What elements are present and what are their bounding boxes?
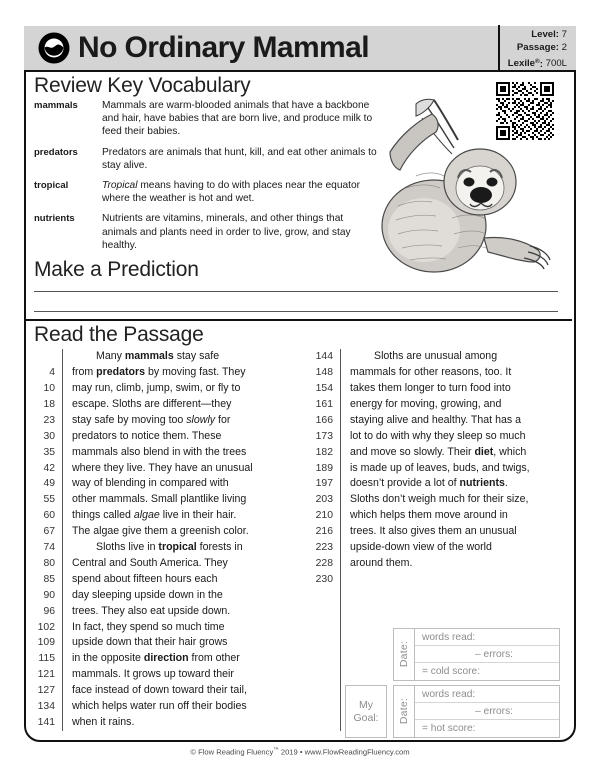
meta-passage-value: 2 xyxy=(561,42,567,54)
footer-site: 2019 • www.FlowReadingFluency.com xyxy=(278,747,410,757)
passage-line: is made up of leaves, buds, and twigs, xyxy=(350,461,530,474)
flow-circle-logo-icon xyxy=(37,31,71,65)
passage-line: escape. Sloths are different—they xyxy=(72,397,232,410)
line-number: 197 xyxy=(315,478,333,490)
passage-divider xyxy=(24,319,572,321)
line-number: 144 xyxy=(315,351,333,363)
line-number: 109 xyxy=(37,637,55,649)
passage-line: In fact, they spend so much time xyxy=(72,620,225,633)
passage-line: way of blending in compared with xyxy=(72,477,229,490)
vocabulary-heading: Review Key Vocabulary xyxy=(34,74,251,97)
hot-score-row[interactable]: = hot score: xyxy=(422,723,476,734)
line-number: 35 xyxy=(43,446,55,458)
line-number: 80 xyxy=(43,557,55,569)
vocabulary-definition xyxy=(102,179,380,205)
line-number: 210 xyxy=(315,510,333,522)
cold-score-block xyxy=(345,628,560,681)
passage-line: staying alive and healthy. That has a xyxy=(350,413,521,426)
passage-line: in the opposite direction from other xyxy=(72,652,240,665)
passage-line: Sloths are unusual among xyxy=(374,350,498,363)
hot-date-label: Date: xyxy=(398,698,410,725)
line-number: 127 xyxy=(37,685,55,697)
vocabulary-list xyxy=(34,99,384,252)
score-tables xyxy=(345,628,560,742)
registered-mark-icon: ® xyxy=(534,57,540,65)
line-number: 228 xyxy=(315,557,333,569)
meta-lexile-label: Lexile xyxy=(507,58,535,70)
passage-line: around them. xyxy=(350,556,413,569)
cold-score-rows xyxy=(414,628,560,681)
passage-line: from predators by moving fast. They xyxy=(72,366,246,379)
goal-spacer xyxy=(345,628,393,681)
passage-column-left xyxy=(32,349,302,731)
passage-line: Many mammals stay safe xyxy=(96,350,220,363)
passage-line: mammals also blend in with the trees xyxy=(72,445,247,458)
vocabulary-term: nutrients xyxy=(34,213,75,225)
prediction-heading: Make a Prediction xyxy=(34,258,199,282)
vocabulary-entry xyxy=(34,146,384,172)
vocabulary-definition-italic: Tropical xyxy=(102,180,138,192)
passage-line: trees. They also eat upside down. xyxy=(72,604,231,617)
vocabulary-definition: Mammals are warm-blooded animals that have a backbone and hair, have babies that are born live, and produce milk to feed their babies. xyxy=(102,100,373,138)
line-number-gutter-right xyxy=(310,349,340,731)
line-number: 102 xyxy=(37,621,55,633)
passage-line: and move so slowly. Their diet, which xyxy=(350,445,527,458)
meta-level xyxy=(508,28,567,41)
hot-errors-row[interactable]: – errors: xyxy=(415,703,559,720)
my-goal-label-line1: My xyxy=(359,699,373,711)
passage-line: which helps water run off their bodies xyxy=(72,700,247,713)
passage-line: things called algae live in their hair. xyxy=(72,509,237,522)
passage-line: upside down that their hair grows xyxy=(72,636,228,649)
vocabulary-definition-rest: means having to do with places near the equator where the weather is hot and wet. xyxy=(102,180,361,205)
cold-words-read-row[interactable]: words read: xyxy=(415,629,559,646)
passage-line: upside-down view of the world xyxy=(350,541,492,554)
page-title: No Ordinary Mammal xyxy=(78,31,369,64)
cold-date-cell[interactable] xyxy=(393,628,414,681)
line-number: 121 xyxy=(37,669,55,681)
meta-lexile xyxy=(508,54,567,70)
passage-meta xyxy=(498,25,576,71)
passage-line: takes them longer to turn food into xyxy=(350,381,511,394)
passage-line: may run, climb, jump, swim, or fly to xyxy=(72,381,241,394)
passage-lines-left xyxy=(62,349,302,731)
line-number: 67 xyxy=(43,526,55,538)
passage-line: trees. It also gives them an unusual xyxy=(350,525,517,538)
page-footer xyxy=(0,747,600,757)
my-goal-cell[interactable] xyxy=(345,685,387,738)
passage-line: mammals for other reasons, too. It xyxy=(350,366,512,379)
line-number: 4 xyxy=(49,367,55,379)
passage-line: other mammals. Small plantlike living xyxy=(72,493,247,506)
line-number: 166 xyxy=(315,414,333,426)
meta-lexile-value: 700L xyxy=(545,58,567,70)
passage-line: where they live. They have an unusual xyxy=(72,461,253,474)
passage-line: doesn’t provide a lot of nutrients. xyxy=(350,477,508,490)
passage-line: when it rains. xyxy=(72,716,135,729)
line-number: 60 xyxy=(43,510,55,522)
line-number: 23 xyxy=(43,414,55,426)
vocabulary-term: mammals xyxy=(34,100,78,112)
passage-line: energy for moving, growing, and xyxy=(350,397,502,410)
line-number: 203 xyxy=(315,494,333,506)
line-number: 182 xyxy=(315,446,333,458)
hot-score-block xyxy=(345,685,560,738)
cold-score-row[interactable]: = cold score: xyxy=(422,666,481,677)
line-number: 42 xyxy=(43,462,55,474)
line-number: 10 xyxy=(43,382,55,394)
vocabulary-term: tropical xyxy=(34,180,69,192)
meta-level-label: Level: xyxy=(531,29,559,41)
hot-date-cell[interactable] xyxy=(393,685,414,738)
passage-line: day sleeping upside down in the xyxy=(72,588,223,601)
passage-line: Central and South America. They xyxy=(72,556,228,569)
vocabulary-entry xyxy=(34,179,384,205)
line-number: 216 xyxy=(315,526,333,538)
passage-line: predators to notice them. These xyxy=(72,429,222,442)
line-number: 115 xyxy=(38,653,55,665)
meta-level-value: 7 xyxy=(561,29,567,41)
passage-line: spend about fifteen hours each xyxy=(72,572,218,585)
footer-copyright: © Flow Reading Fluency xyxy=(190,747,274,757)
passage-line xyxy=(350,572,572,588)
line-number: 189 xyxy=(315,462,333,474)
line-number: 74 xyxy=(43,542,55,554)
passage-line: The algae give them a greenish color. xyxy=(72,525,249,538)
line-number: 148 xyxy=(315,367,333,379)
meta-lexile-colon: : xyxy=(539,58,543,70)
prediction-rule-line[interactable] xyxy=(34,311,558,315)
cold-errors-row[interactable]: – errors: xyxy=(415,646,559,663)
vocabulary-entry xyxy=(34,212,384,252)
line-number: 90 xyxy=(43,589,55,601)
line-number: 223 xyxy=(315,542,333,554)
prediction-rule-line[interactable] xyxy=(34,291,558,311)
line-number: 141 xyxy=(37,717,55,729)
page-header xyxy=(24,26,576,72)
passage-line: mammals. It grows up toward their xyxy=(72,668,234,681)
vocabulary-definition: Predators are animals that hunt, kill, and eat other animals to stay alive. xyxy=(102,146,377,171)
line-number: 161 xyxy=(315,398,333,410)
passage-line: which helps them move around in xyxy=(350,509,508,522)
line-number: 173 xyxy=(315,430,333,442)
my-goal-label-line2: Goal: xyxy=(353,711,379,724)
line-number: 230 xyxy=(315,573,333,585)
line-number: 18 xyxy=(43,398,55,410)
line-number: 154 xyxy=(315,382,333,394)
passage-line: lot to do with why they sleep so much xyxy=(350,429,526,442)
line-number: 49 xyxy=(43,478,55,490)
line-number: 55 xyxy=(43,494,55,506)
vocabulary-entry xyxy=(34,99,384,139)
vocabulary-definition: Nutrients are vitamins, minerals, and other things that animals and plants need in order to live, grow, and stay healthy. xyxy=(102,213,351,251)
passage-line: Sloths live in tropical forests in xyxy=(96,541,243,554)
line-number: 30 xyxy=(43,430,55,442)
prediction-write-area[interactable] xyxy=(34,291,558,315)
passage-line: Sloths don’t weigh much for their size, xyxy=(350,493,529,506)
passage-heading: Read the Passage xyxy=(34,323,204,347)
cold-date-label: Date: xyxy=(398,641,410,668)
hot-words-read-row[interactable]: words read: xyxy=(415,686,559,703)
passage-line: face instead of down toward their tail, xyxy=(72,684,247,697)
line-number: 96 xyxy=(43,605,55,617)
passage-line: stay safe by moving too slowly for xyxy=(72,413,231,426)
hot-score-rows xyxy=(414,685,560,738)
meta-passage xyxy=(508,41,567,54)
line-number-gutter-left xyxy=(32,349,62,731)
trademark-icon: ™ xyxy=(273,747,279,753)
vocabulary-term: predators xyxy=(34,146,78,158)
line-number: 85 xyxy=(43,573,55,585)
line-number xyxy=(32,349,55,365)
line-number: 134 xyxy=(37,701,55,713)
meta-passage-label: Passage: xyxy=(516,42,559,54)
